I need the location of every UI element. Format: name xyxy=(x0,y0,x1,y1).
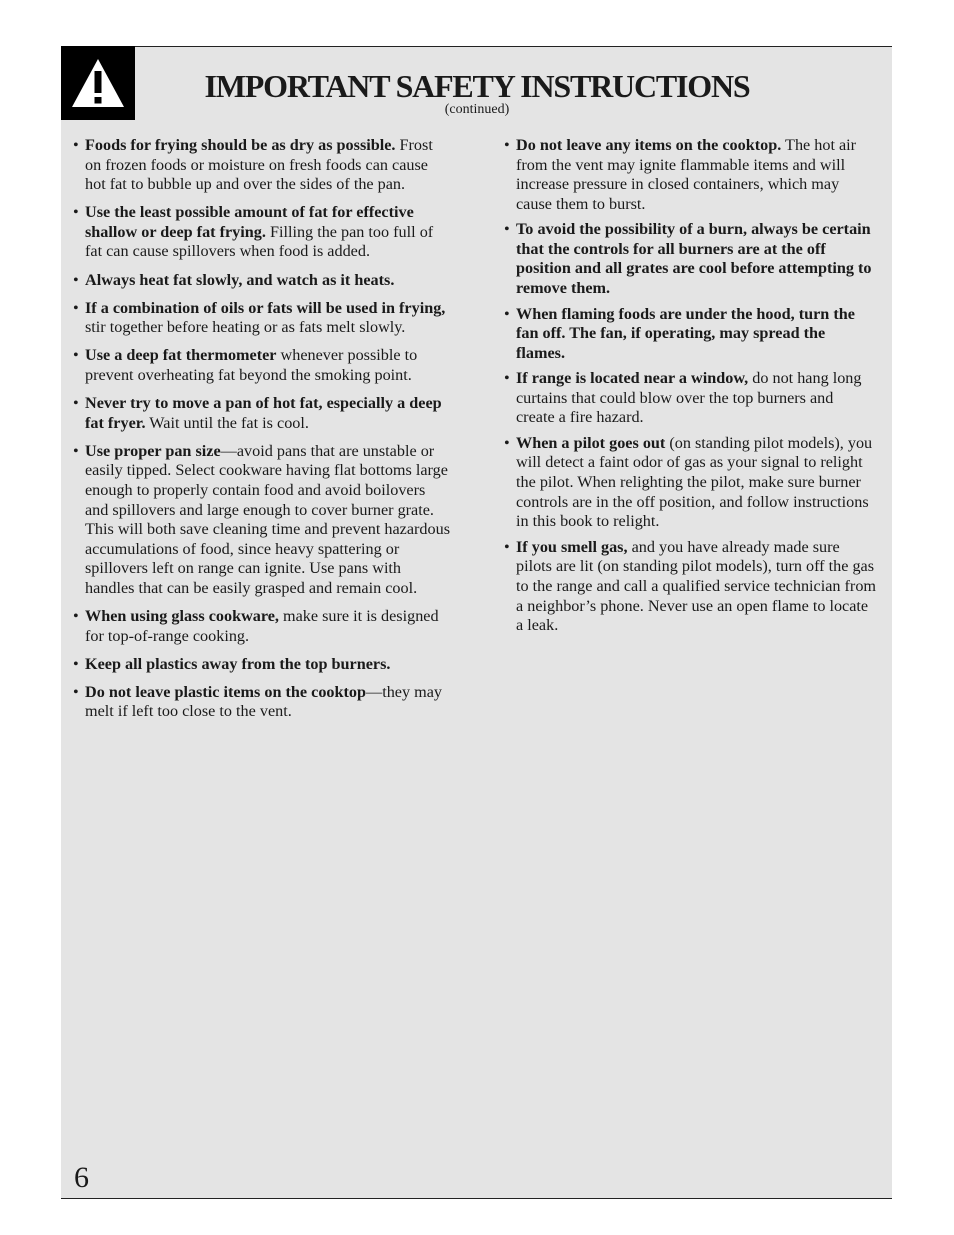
item-bold: Use the least possible amount of fat for effective shallow or deep fat frying. xyxy=(85,203,414,241)
item-text: stir together before heating or as fats melt slowly. xyxy=(85,318,406,337)
item-text: (on standing pilot models), you will detect a faint odor of gas as your signal to relight the pilot. When relighting the pilot, make sure burner controls are in the off position, and follow instructions in this book to relight. xyxy=(516,433,873,531)
list-item xyxy=(504,434,876,532)
list-item xyxy=(73,203,451,262)
list-item xyxy=(73,394,451,433)
list-item xyxy=(504,369,876,428)
page-title: IMPORTANT SAFETY INSTRUCTIONS xyxy=(204,68,750,104)
item-bold: When using glass cookware, xyxy=(85,606,279,625)
list-item xyxy=(73,136,451,195)
page-number: 6 xyxy=(74,1161,89,1194)
item-text: The hot air from the vent may ignite flammable items and will increase pressure in closed containers, which may cause them to burst. xyxy=(516,136,857,213)
item-bold: Keep all plastics away from the top burners. xyxy=(85,654,391,673)
list-item xyxy=(73,271,451,291)
list-item xyxy=(73,655,451,675)
item-text: Wait until the fat is cool. xyxy=(145,413,309,432)
left-column xyxy=(73,136,451,730)
item-bold: Do not leave any items on the cooktop. xyxy=(516,136,782,154)
item-text: make sure it is designed for top-of-range cooking. xyxy=(85,606,439,645)
item-bold: If you smell gas, xyxy=(516,537,628,556)
item-text: Frost on frozen foods or moisture on fresh foods can cause hot fat to bubble up and over the sides of the pan. xyxy=(85,136,433,194)
list-item xyxy=(73,346,451,385)
list-item xyxy=(504,136,876,214)
item-text: —they may melt if left too close to the vent. xyxy=(85,682,442,721)
item-bold: Use a deep fat thermometer xyxy=(85,346,277,365)
item-bold: Foods for frying should be as dry as possible. xyxy=(85,136,396,154)
list-item xyxy=(73,299,451,338)
list-item xyxy=(504,305,876,364)
item-bold: If range is located near a window, xyxy=(516,369,749,388)
page-subtitle: (continued) xyxy=(444,102,510,117)
item-bold: Always heat fat slowly, and watch as it heats. xyxy=(85,270,395,289)
item-bold: If a combination of oils or fats will be used in frying, xyxy=(85,298,446,317)
item-bold: When flaming foods are under the hood, turn the fan off. The fan, if operating, may spread the flames. xyxy=(516,304,855,362)
item-bold: To avoid the possibility of a burn, always be certain that the controls for all burners are at the off position and all grates are cool before attempting to remove them. xyxy=(516,220,872,298)
list-item xyxy=(73,683,451,722)
item-text: and you have already made sure pilots are lit (on standing pilot models), turn off the gas to the range and call a qualified service technician from a neighbor’s phone. Never use an open flame to locate a leak. xyxy=(516,537,877,635)
item-bold: Never try to move a pan of hot fat, especially a deep fat fryer. xyxy=(85,394,442,432)
right-column xyxy=(504,136,876,642)
item-text: do not hang long curtains that could blow over the top burners and create a fire hazard. xyxy=(516,369,862,427)
item-bold: Use proper pan size xyxy=(85,441,221,460)
list-item xyxy=(504,220,876,298)
item-text: —avoid pans that are unstable or easily tipped. Select cookware having flat bottoms large enough to properly contain food and avoid boilovers and spillovers and large enough to cover burner grate. This will both save cleaning time and prevent hazardous accumulations of food, since heavy spattering or spillovers left on range can ignite. Use pans with handles that can be easily grasped and remain cool. xyxy=(85,441,451,597)
item-text: whenever possible to prevent overheating fat beyond the smoking point. xyxy=(85,346,418,384)
item-bold: Do not leave plastic items on the cooktop xyxy=(85,682,367,701)
item-text: Filling the pan too full of fat can cause spillovers when food is added. xyxy=(85,222,434,261)
item-bold: When a pilot goes out xyxy=(516,433,666,452)
list-item xyxy=(504,538,876,636)
list-item xyxy=(73,607,451,646)
list-item xyxy=(73,442,451,599)
